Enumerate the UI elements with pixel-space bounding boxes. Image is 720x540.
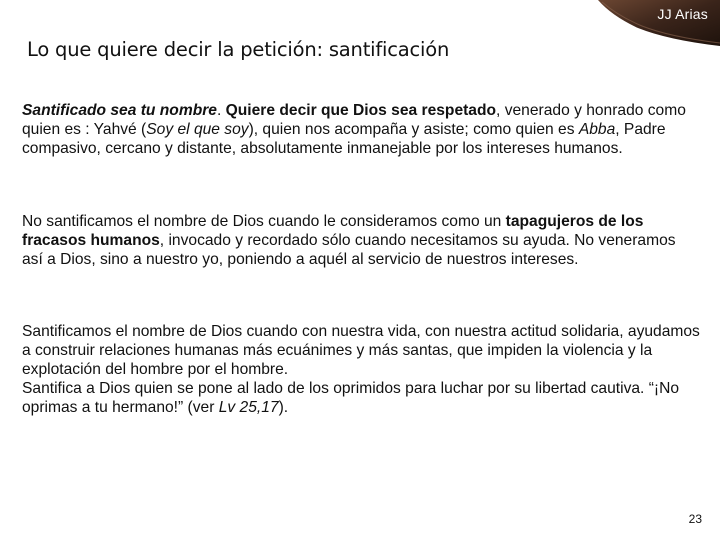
- text-run: , Padre compasivo, cercano y distante, absolutamente inmanejable por los intereses humanos.: [22, 121, 666, 157]
- petition-phrase: Santificado sea tu nombre: [22, 102, 217, 119]
- text-run: ).: [278, 399, 289, 416]
- emphasis-respect: Quiere decir que Dios sea respetado: [225, 102, 497, 119]
- paragraph-meaning: [22, 101, 700, 158]
- text-run: , invocado y recordado sólo cuando necesitamos su ayuda. No veneramos así a Dios, sino a nuestro yo, poniendo a aquél al servicio de nuestros intereses.: [22, 232, 676, 268]
- author-label: JJ Arias: [657, 6, 708, 22]
- paragraph-negative: [22, 212, 700, 269]
- text-run: No santificamos el nombre de Dios cuando le consideramos como un: [22, 213, 506, 230]
- page-number: 23: [688, 512, 702, 526]
- emphasis-soy: Soy el que soy: [146, 121, 249, 138]
- text-run: Santifica a Dios quien se pone al lado de los oprimidos para luchar por su libertad cautiva. “¡No oprimas a tu hermano!” (ver: [22, 380, 680, 416]
- bible-reference: Lv 25,17: [218, 399, 279, 416]
- text-run: .: [216, 102, 226, 119]
- text-run: Santificamos el nombre de Dios cuando con nuestra vida, con nuestra actitud solidaria, ayudamos a construir relaciones humanas más ecuánimes y más santas, que impiden la violencia y la explotación del hombre por el hombre.: [22, 323, 700, 378]
- slide-title: Lo que quiere decir la petición: santificación: [27, 38, 450, 61]
- paragraph-positive: [22, 322, 700, 417]
- emphasis-abba: Abba: [578, 121, 616, 138]
- emphasis-tapagujeros: tapagujeros de los fracasos humanos: [22, 213, 644, 249]
- text-run: , venerado y honrado como quien es : Yahvé (: [22, 102, 686, 138]
- text-run: ), quien nos acompaña y asiste; como quien es: [248, 121, 579, 138]
